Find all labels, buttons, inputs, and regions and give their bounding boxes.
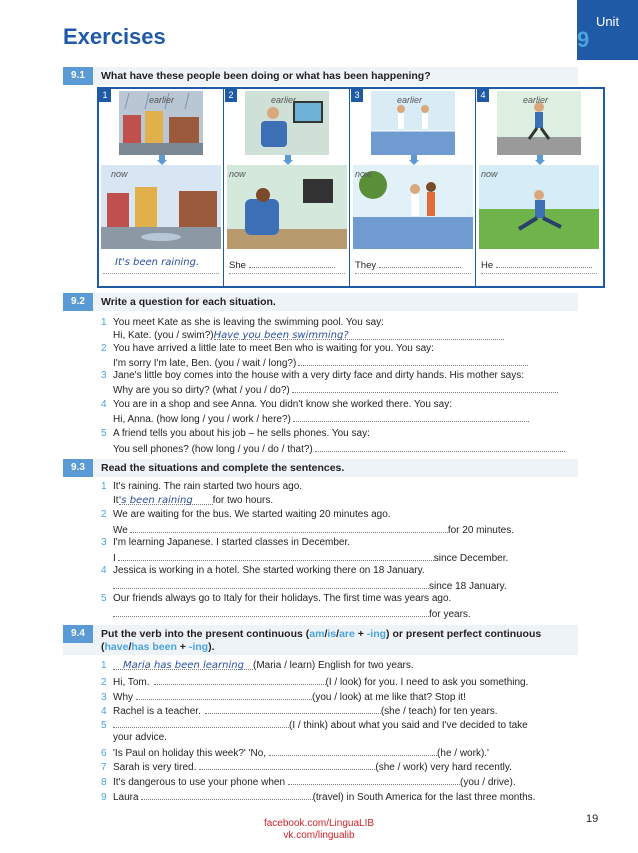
answer-continuation: your advice.: [113, 732, 167, 743]
answer-line: [113, 355, 528, 370]
situation-text: It's raining. The rain started two hours ago.: [113, 481, 303, 492]
situation-text: Our friends always go to Italy for their holidays. The first time was years ago.: [113, 593, 452, 604]
answer-blank[interactable]: [269, 745, 437, 756]
item-number: 7: [101, 762, 107, 773]
situation-text: You are in a shop and see Anna. You didn't know she worked there. You say:: [113, 399, 453, 410]
item-number: 4: [101, 399, 107, 410]
sentence-start: Laura: [113, 792, 139, 803]
handwritten-answer: Maria has been learning: [123, 660, 244, 671]
prompt-text: You sell phones? (how long / you / do / that?): [113, 444, 313, 455]
answer-line-4: [481, 257, 597, 271]
sentence-end: (you / look) at me like that? Stop it!: [312, 692, 466, 703]
exercise-item: [101, 342, 434, 355]
exercise-item: [101, 316, 384, 329]
prompt-text: I'm sorry I'm late, Ben. (you / wait / long?): [113, 358, 297, 369]
situation-text: I'm learning Japanese. I started classes in December.: [113, 537, 351, 548]
situation-text: Jane's little boy comes into the house with a very dirty face and dirty hands. His mother says:: [113, 370, 524, 381]
exercise-item: [101, 689, 466, 704]
sentence-start: Why: [113, 692, 133, 703]
heading-text: /: [324, 628, 328, 640]
situation-text: A friend tells you about his job – he sells phones. You say:: [113, 428, 370, 439]
heading-highlight: is: [327, 628, 337, 640]
exercise-item: [101, 659, 414, 672]
panel-number: 2: [225, 89, 237, 102]
item-number: 6: [101, 748, 107, 759]
heading-highlight: are: [339, 628, 355, 640]
page-title: Exercises: [63, 24, 166, 49]
item-number: 4: [101, 706, 107, 717]
answer-second-line: [229, 273, 345, 274]
answer-blank[interactable]: [292, 382, 558, 393]
heading-text: ) or present perfect continuous (: [101, 628, 542, 653]
heading-highlight: has: [131, 641, 150, 653]
sentence-start: Sarah is very tired.: [113, 762, 197, 773]
exercise-item: [101, 427, 370, 440]
sentence-end: (he / work).': [437, 748, 489, 759]
answer-blank[interactable]: [298, 355, 528, 366]
heading-text: /: [336, 628, 340, 640]
answer-blank[interactable]: [118, 550, 434, 561]
exercise-item: [101, 508, 391, 521]
answer-prefix: They: [355, 260, 377, 271]
exercise-item: [101, 703, 498, 718]
answer-blank[interactable]: [214, 329, 504, 340]
answer-blank[interactable]: [288, 774, 460, 785]
prompt-text: Why are you so dirty? (what / you / do?): [113, 385, 290, 396]
heading-highlight: been: [152, 641, 177, 653]
exercise-item: [101, 536, 350, 549]
item-number: 1: [101, 660, 107, 671]
earlier-label: earlier: [523, 95, 549, 105]
answer-prefix: She: [229, 260, 246, 271]
answer-line: [113, 382, 558, 397]
sentence-end: for years.: [429, 609, 471, 620]
answer-blank[interactable]: [199, 759, 375, 770]
answer-blank[interactable]: [113, 606, 429, 617]
answer-blank[interactable]: [130, 522, 448, 533]
heading-text: Put the verb into the present continuous (: [101, 628, 310, 640]
sentence-end: (Maria / learn) English for two years.: [253, 660, 414, 671]
section-number-9-4: 9.4: [63, 625, 93, 643]
answer-line: [113, 606, 471, 621]
handwritten-answer: It's been raining.: [115, 257, 200, 268]
footer-link-facebook[interactable]: facebook.com/LinguaLIB: [263, 818, 375, 829]
exercise-item: [101, 564, 425, 577]
answer-blank[interactable]: [119, 494, 213, 505]
sentence-start: We: [113, 525, 128, 536]
sentence-end: (you / drive).: [460, 777, 516, 788]
sentence-end: for 20 minutes.: [447, 525, 514, 536]
item-number: 5: [101, 428, 107, 439]
arrow-down-icon: [157, 155, 167, 165]
section-heading-9-4: [101, 628, 571, 654]
exercise-item: [101, 717, 528, 732]
item-number: 2: [101, 509, 107, 520]
item-number: 5: [101, 593, 107, 604]
answer-line: [113, 494, 273, 507]
panel-number: 4: [477, 89, 489, 102]
panel-number: 1: [99, 89, 111, 102]
answer-second-line: [103, 273, 219, 274]
situation-text: Jessica is working in a hotel. She started working there on 18 January.: [113, 565, 425, 576]
answer-line: [113, 578, 507, 593]
answer-second-line: [355, 273, 471, 274]
item-number: 1: [101, 317, 107, 328]
answer-line-2: [229, 257, 345, 271]
section-heading-9-2: Write a question for each situation.: [101, 296, 276, 308]
exercise-item: [101, 480, 302, 493]
item-number: 5: [101, 720, 107, 731]
answer-blank[interactable]: [113, 659, 253, 670]
answer-blank[interactable]: [315, 441, 565, 452]
exercise-item: [101, 745, 489, 760]
heading-text: +: [176, 641, 189, 653]
item-number: 3: [101, 537, 107, 548]
heading-highlight: am: [309, 628, 325, 640]
answer-second-line: [481, 273, 597, 274]
heading-highlight: have: [104, 641, 129, 653]
answer-blank[interactable]: [141, 789, 313, 800]
earlier-label: earlier: [397, 95, 423, 105]
answer-line-3: [355, 257, 471, 271]
answer-line: [113, 522, 514, 537]
unit-badge: [577, 0, 638, 60]
prompt-text: Hi, Kate. (you / swim?): [113, 330, 214, 341]
answer-blank[interactable]: [205, 703, 381, 714]
sentence-start: It's dangerous to use your phone when: [113, 777, 286, 788]
unit-number: 9: [577, 27, 590, 52]
handwritten-answer: 's been raining: [118, 495, 193, 506]
answer-blank[interactable]: [496, 257, 592, 268]
answer-blank[interactable]: [379, 257, 461, 268]
sentence-start: I: [113, 553, 116, 564]
panel-number: 3: [351, 89, 363, 102]
answer-blank[interactable]: [293, 411, 529, 422]
sentence-end: (she / teach) for ten years.: [380, 706, 498, 717]
arrow-down-icon: [283, 155, 293, 165]
sentence-end: (travel) in South America for the last three months.: [312, 792, 536, 803]
answer-blank[interactable]: [154, 674, 326, 685]
heading-highlight: -ing: [366, 628, 387, 640]
picture-panels: [97, 87, 605, 288]
answer-line: [113, 441, 565, 456]
sentence-end: (I / look) for you. I need to ask you something.: [325, 677, 529, 688]
section-number-9-2: 9.2: [63, 293, 93, 311]
sentence-start: Rachel is a teacher.: [113, 706, 201, 717]
exercise-item: [101, 674, 528, 689]
item-number: 4: [101, 565, 107, 576]
footer-link-vk[interactable]: vk.com/lingualib: [283, 830, 355, 841]
now-label: now: [229, 169, 246, 179]
heading-text: +: [354, 628, 367, 640]
heading-highlight: -ing: [188, 641, 209, 653]
item-number: 2: [101, 343, 107, 354]
situation-text: You meet Kate as she is leaving the swimming pool. You say:: [113, 317, 384, 328]
exercise-item: [101, 774, 516, 789]
sentence-end: since December.: [433, 553, 509, 564]
page-number: 19: [586, 813, 599, 825]
now-label: now: [111, 169, 128, 179]
earlier-label: earlier: [149, 95, 175, 105]
sentence-end: since 18 January.: [429, 581, 507, 592]
unit-label: Unit: [595, 14, 620, 29]
sentence-end: (she / work) very hard recently.: [375, 762, 512, 773]
sentence-end: for two hours.: [212, 495, 274, 506]
item-number: 2: [101, 677, 107, 688]
exercise-item: [101, 369, 524, 382]
situation-text: You have arrived a little late to meet Ben who is waiting for you. You say:: [113, 343, 434, 354]
picture-panel-2: [225, 89, 350, 286]
handwritten-answer: Have you been swimming?: [213, 330, 349, 341]
exercise-item: [101, 789, 535, 804]
picture-panel-4: [477, 89, 601, 286]
exercise-item: [101, 759, 512, 774]
answer-blank[interactable]: [249, 257, 335, 268]
heading-text: ).: [208, 641, 215, 653]
answer-line: [113, 411, 529, 426]
item-number: 3: [101, 692, 107, 703]
item-number: 8: [101, 777, 107, 788]
sentence-end: (I / think) about what you said and I've decided to take: [289, 720, 528, 731]
answer-line: [113, 550, 508, 565]
section-heading-9-3: Read the situations and complete the sentences.: [101, 462, 345, 474]
arrow-down-icon: [409, 155, 419, 165]
situation-text: We are waiting for the bus. We started waiting 20 minutes ago.: [113, 509, 391, 520]
item-number: 3: [101, 370, 107, 381]
prompt-text: Hi, Anna. (how long / you / work / here?): [113, 414, 291, 425]
now-label: now: [355, 169, 372, 179]
heading-text: /: [128, 641, 132, 653]
answer-line: [113, 329, 504, 342]
answer-prefix: He: [481, 260, 494, 271]
item-number: 9: [101, 792, 107, 803]
now-label: now: [481, 169, 498, 179]
exercise-item: [101, 592, 451, 605]
section-number-9-3: 9.3: [63, 459, 93, 477]
picture-panel-3: [351, 89, 476, 286]
answer-blank[interactable]: [113, 717, 289, 728]
item-number: 1: [101, 481, 107, 492]
arrow-down-icon: [535, 155, 545, 165]
exercise-item: [101, 398, 452, 411]
picture-panel-1: [99, 89, 224, 286]
answer-line-1: [103, 257, 219, 268]
sentence-start: 'Is Paul on holiday this week?' 'No,: [113, 748, 267, 759]
earlier-label: earlier: [271, 95, 297, 105]
section-heading-9-1: What have these people been doing or what has been happening?: [101, 70, 431, 82]
answer-blank[interactable]: [113, 578, 429, 589]
sentence-start: Hi, Tom.: [113, 677, 150, 688]
sentence-start: It: [113, 495, 119, 506]
section-number-9-1: 9.1: [63, 67, 93, 85]
answer-blank[interactable]: [136, 689, 312, 700]
